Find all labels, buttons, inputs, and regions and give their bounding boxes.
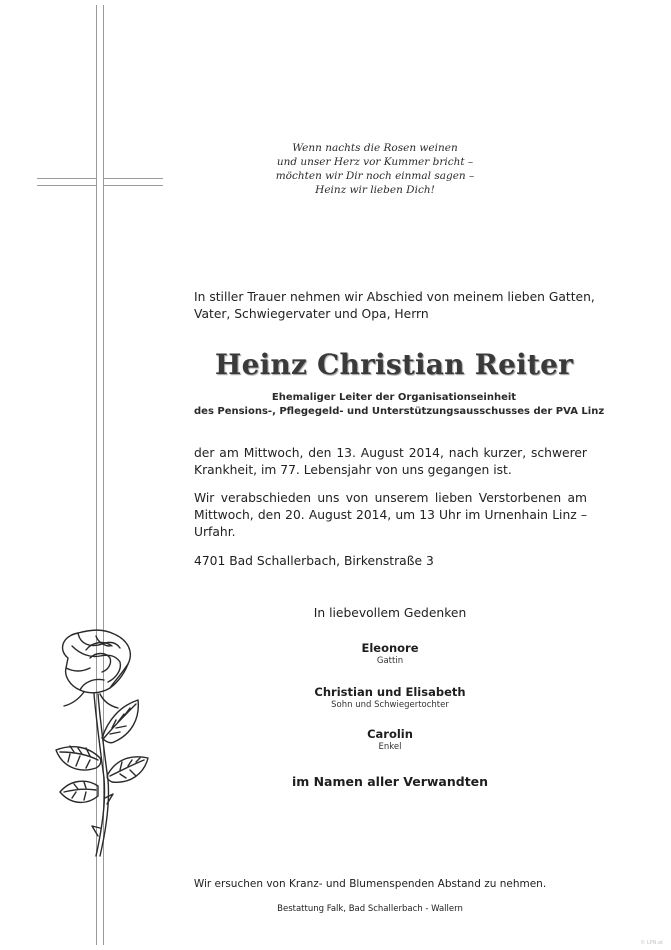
intro-text [194,289,594,323]
farewell-line: Mittwoch, den 20. August 2014, um 13 Uhr im Urnenhain Linz – [194,508,587,522]
mourner-name: Christian und Elisabeth [314,685,466,699]
farewell-line: Urfahr. [194,525,236,539]
role-line: des Pensions-, Pflegegeld- und Unterstützungsausschusses der PVA Linz [194,406,605,417]
mourner-relation: Sohn und Schwiegertochter [331,700,449,710]
corner-mark: © LPN.at [640,940,663,946]
intro-line: Vater, Schwiegervater und Opa, Herrn [194,307,429,321]
poem-line: Heinz wir lieben Dich! [315,184,435,196]
mourner-relation: Gattin [376,656,404,666]
request-text: Wir ersuchen von Kranz- und Blumenspenden Abstand zu nehmen. [193,878,547,890]
cross-horizontal-left-top [37,178,96,179]
death-notice-line: Krankheit, im 77. Lebensjahr von uns gegangen ist. [194,463,512,477]
farewell-text [194,490,587,541]
poem-line: und unser Herz vor Kummer bricht – [276,156,474,168]
poem-line: Wenn nachts die Rosen weinen [292,142,458,154]
death-notice [194,445,587,479]
poem [260,141,490,197]
rose-icon [50,628,160,863]
cross-horizontal-left-bottom [37,185,96,186]
death-notice-line: der am Mittwoch, den 13. August 2014, nach kurzer, schwerer [194,446,587,460]
memory-text: In liebevollem Gedenken [313,606,467,620]
deceased-role [194,391,605,419]
poem-line: möchten wir Dir noch einmal sagen – [275,170,475,182]
farewell-line: Wir verabschieden uns von unserem lieben Verstorbenen am [194,491,587,505]
mourner-name: Eleonore [361,641,419,655]
address: 4701 Bad Schallerbach, Birkenstraße 3 [194,554,434,568]
mourner-name: Carolin [367,727,413,741]
cross-horizontal-right-bottom [104,185,163,186]
relatives-text: im Namen aller Verwandten [291,774,489,789]
mourner [290,685,490,711]
deceased-name: Heinz Christian Reiter [214,348,574,381]
intro-line: In stiller Trauer nehmen wir Abschied von meinem lieben Gatten, [194,290,595,304]
cross-horizontal-right-top [104,178,163,179]
mourner [290,727,490,753]
role-line: Ehemaliger Leiter der Organisationseinheit [271,392,517,403]
mourner [290,641,490,667]
mourner-relation: Enkel [378,742,402,752]
funeral-home: Bestattung Falk, Bad Schallerbach - Wallern [277,904,463,914]
